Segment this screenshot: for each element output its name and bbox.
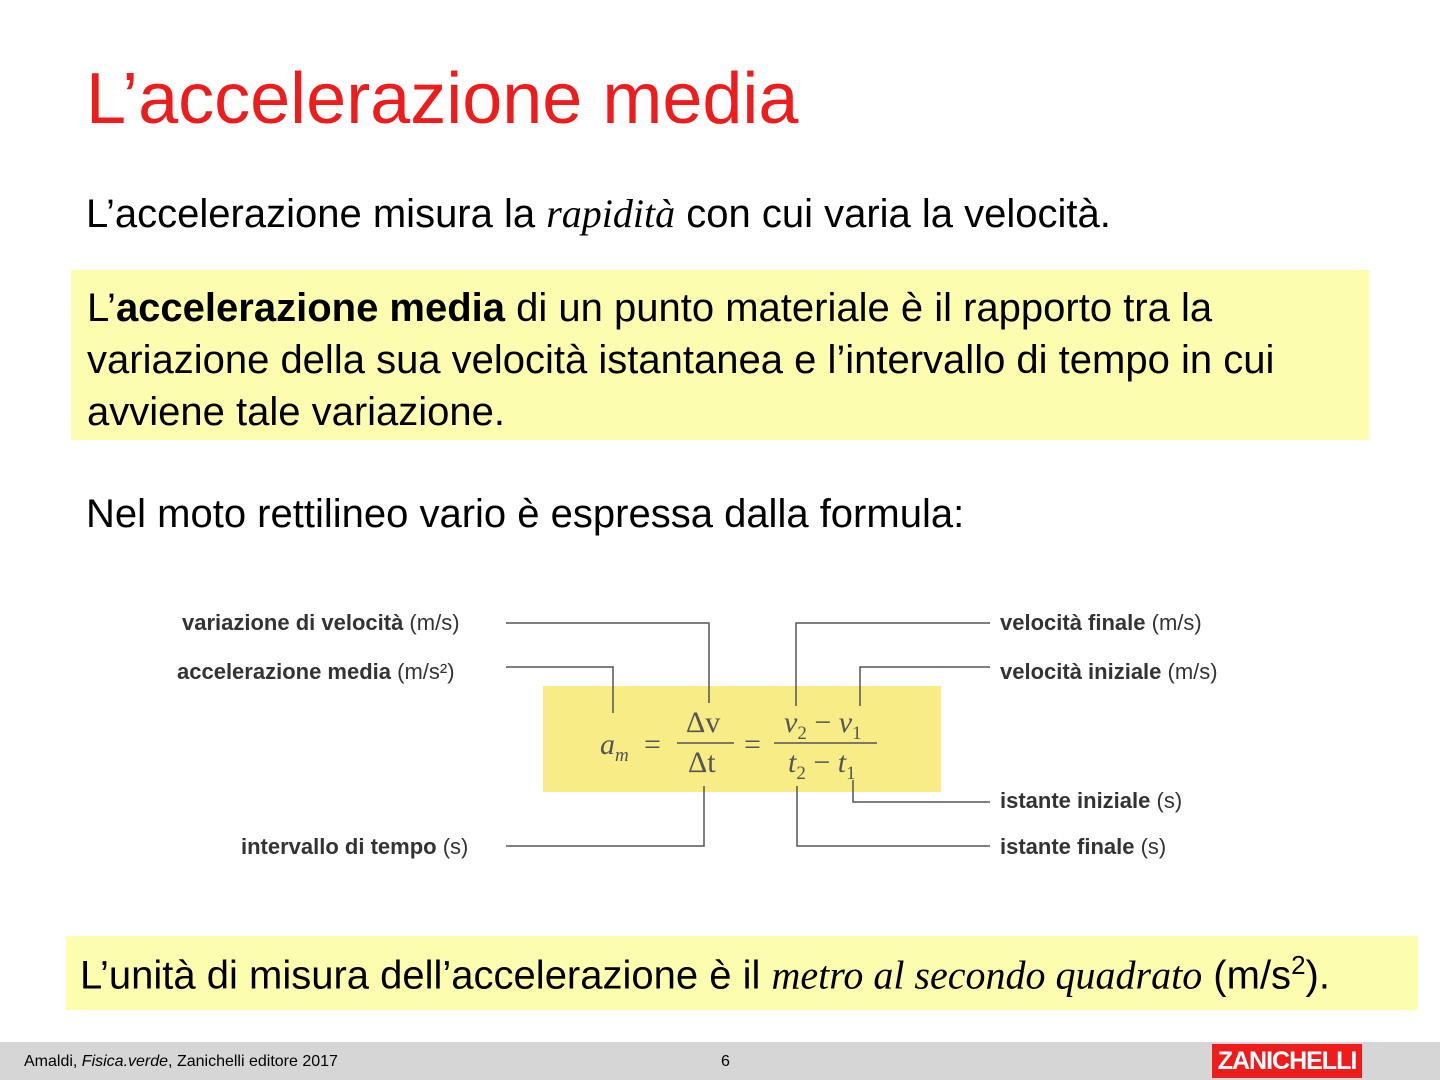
formula-delta-v: Δv: [686, 706, 721, 739]
zanichelli-logo: ZANICHELLI: [1212, 1044, 1362, 1078]
footer-bar: [0, 1042, 1440, 1080]
label-delta-t: intervallo di tempo (s): [241, 834, 469, 859]
leader-delta-t: [506, 786, 704, 846]
intro-text-before: L’accelerazione misura la: [86, 192, 547, 236]
label-t1: istante iniziale (s): [1000, 788, 1183, 813]
label-v1: velocità iniziale (m/s): [1000, 659, 1218, 684]
footer-citation: Amaldi, Fisica.verde, Zanichelli editore 2017: [24, 1053, 338, 1070]
intro-text-after: con cui varia la velocità.: [675, 192, 1111, 236]
leader-v1: [860, 667, 990, 706]
unit-box: [66, 936, 1418, 1010]
formula-numerator: $v_2 - v_1$: [784, 706, 862, 744]
leader-a-m: [506, 667, 613, 713]
formula-denominator: $t_2 - t_1$: [788, 746, 856, 784]
unit-sentence: L’unità di misura dell’accelerazione è il metro al secondo quadrato $(m/s^2)$.: [80, 950, 1330, 998]
formula-equals-2: =: [744, 728, 761, 761]
leader-delta-v: [506, 623, 709, 703]
label-t2: istante finale (s): [1000, 834, 1167, 859]
formula-a-m: $a_m$: [600, 728, 629, 766]
motion-sentence: Nel moto rettilineo vario è espressa dalla formula:: [86, 492, 965, 536]
leader-t2: [797, 786, 990, 846]
definition-text: [87, 282, 1362, 438]
page-title: L’accelerazione media: [86, 59, 799, 139]
leader-v2: [796, 623, 990, 706]
intro-emphasis: rapidità: [546, 191, 676, 236]
unit-emphasis: metro al secondo quadrato: [771, 952, 1203, 998]
definition-before: L’: [87, 286, 116, 330]
definition-bold-term: accelerazione media: [115, 286, 506, 330]
definition-after: di un punto materiale è il rapporto tra la variazione della sua velocità istantanea e l’intervallo di tempo in cui avviene tale variazione.: [87, 286, 1275, 434]
label-delta-v: variazione di velocità (m/s): [182, 610, 460, 635]
label-v2: velocità finale (m/s): [1000, 610, 1202, 635]
label-a-m: accelerazione media (m/s²): [177, 659, 455, 684]
page-number: 6: [721, 1053, 730, 1070]
formula-delta-t: Δt: [688, 746, 716, 779]
formula-equals-1: =: [644, 728, 661, 761]
formula-figure: [0, 590, 1440, 880]
intro-sentence: [86, 190, 1111, 237]
definition-box: [71, 270, 1369, 440]
leader-t1: [853, 780, 990, 802]
